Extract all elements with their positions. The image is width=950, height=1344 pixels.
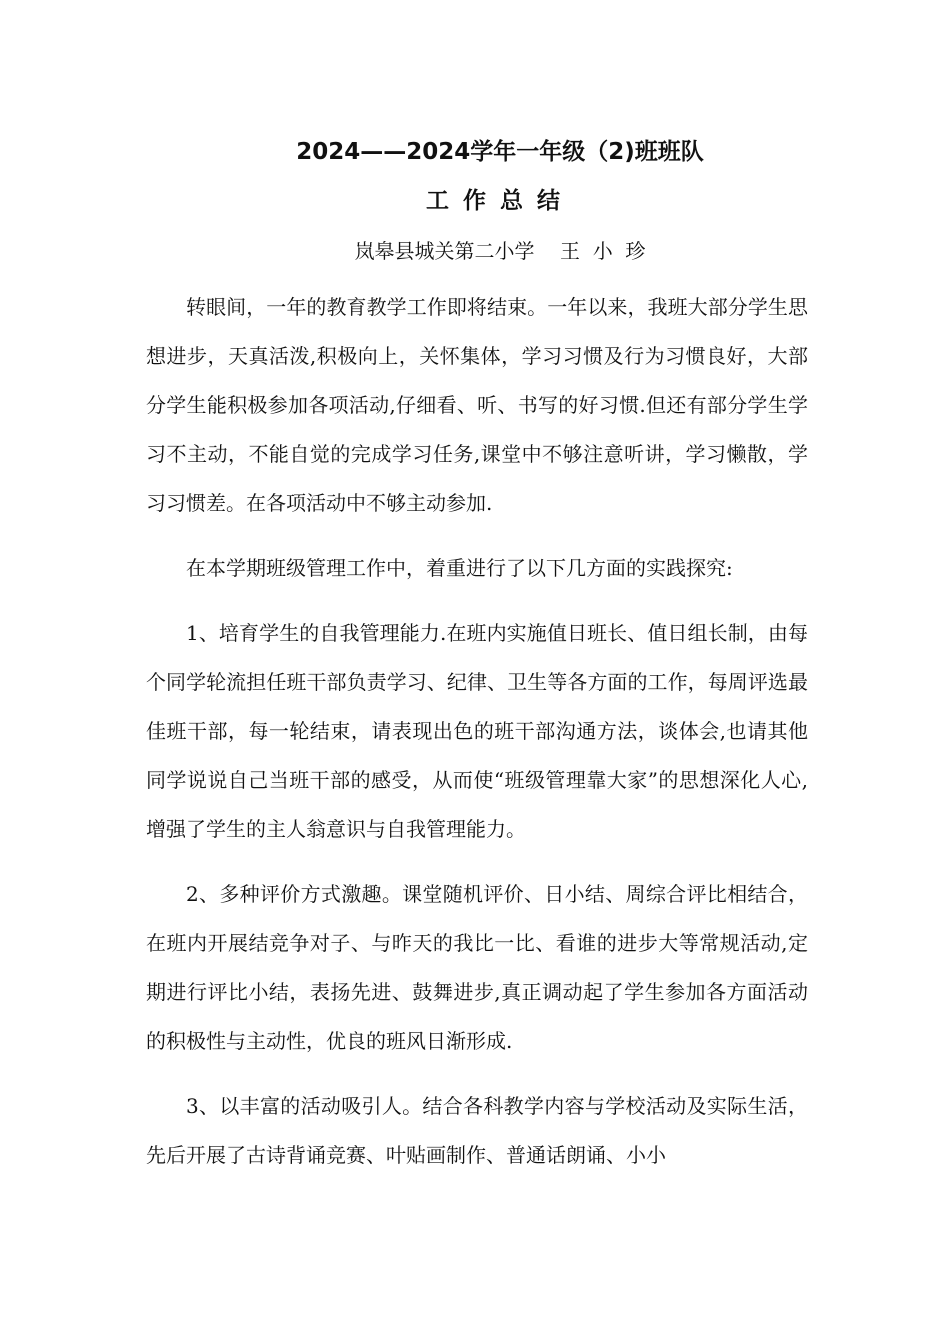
paragraph-item-3: 3、以丰富的活动吸引人。结合各科教学内容与学校活动及实际生活，先后开展了古诗背诵竞赛、叶贴画制作、普通话朗诵、小小	[146, 1094, 808, 1167]
paragraph-item-2: 2、多种评价方式激趣。课堂随机评价、日小结、周综合评比相结合，在班内开展结竞争对子、与昨天的我比一比、看谁的进步大等常规活动,定期进行评比小结，表扬先进、鼓舞进步,真正调动起了学生参加各方面活动的积极性与主动性，优良的班风日渐形成.	[146, 882, 808, 1053]
paragraph-intro: 转眼间，一年的教育教学工作即将结束。一年以来，我班大部分学生思想进步，天真活泼,积极向上，关怀集体，学习习惯及行为习惯良好，大部分学生能积极参加各项活动,仔细看、听、书写的好习惯.但还有部分学生学习不主动，不能自觉的完成学习任务,课堂中不够注意听讲，学习懒散，学习习惯差。在各项活动中不够主动参加.	[146, 295, 808, 515]
document-body	[146, 283, 808, 1196]
author-line: 岚皋县城关第二小学 王 小 珍	[354, 239, 646, 263]
paragraph-overview: 在本学期班级管理工作中，着重进行了以下几方面的实践探究:	[186, 556, 733, 580]
document-title: 2024——2024学年一年级（2)班班队	[296, 139, 704, 165]
paragraph-item-1: 1、培育学生的自我管理能力.在班内实施值日班长、值日组长制，由每个同学轮流担任班干部负责学习、纪律、卫生等各方面的工作，每周评选最佳班干部，每一轮结束，请表现出色的班干部沟通方法，谈体会,也请其他同学说说自己当班干部的感受，从而使“班级管理靠大家”的思想深化人心,增强了学生的主人翁意识与自我管理能力。	[146, 621, 808, 841]
document-subtitle: 工作总结	[426, 188, 574, 214]
